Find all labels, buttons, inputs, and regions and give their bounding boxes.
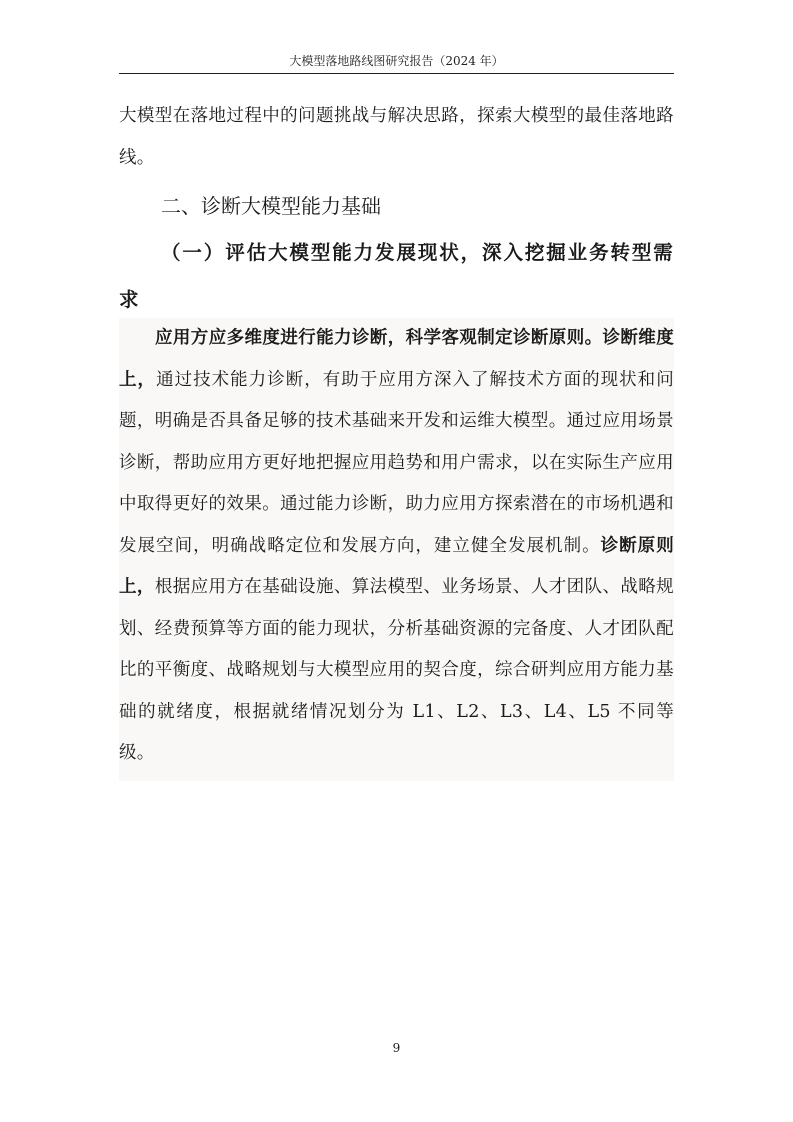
section-heading: 二、诊断大模型能力基础 (161, 194, 381, 218)
intro-paragraph: 大模型在落地过程中的问题挑战与解决思路，探索大模型的最佳落地路线。 (119, 106, 674, 168)
body-paragraph (119, 318, 674, 775)
subsection-heading: （一）评估大模型能力发展现状，深入挖掘业务转型需求 (119, 241, 674, 311)
page-number: 9 (392, 1041, 401, 1055)
header-divider (119, 73, 674, 74)
text-principle: 根据应用方在基础设施、算法模型、业务场景、人才团队、战略规划、经费预算等方面的能力现状，分析基础资源的完备度、人才团队配比的平衡度、战略规划与大模型应用的契合度，综合研判应用方能力基础的就绪度，根据就绪情况划分为 L1、L2、L3、L4、L5 不同等级。 (119, 577, 674, 763)
page-header-title: 大模型落地路线图研究报告（2024 年） (289, 54, 504, 68)
body-text-block (119, 318, 674, 781)
text-dimension: 通过技术能力诊断，有助于应用方深入了解技术方面的现状和问题，明确是否具备足够的技术基础来开发和运维大模型。通过应用场景诊断，帮助应用方更好地把握应用趋势和用户需求，以在实际生产应用中取得更好的效果。通过能力诊断，助力应用方探索潜在的市场机遇和发展空间，明确战略定位和发展方向，建立健全发展机制。 (119, 369, 674, 556)
lead-dimension: 应用方应多维度进行能力诊断，科学客观制定诊断原则。诊断维度上， (119, 328, 674, 390)
lead-principle: 诊断原则上， (119, 535, 674, 597)
